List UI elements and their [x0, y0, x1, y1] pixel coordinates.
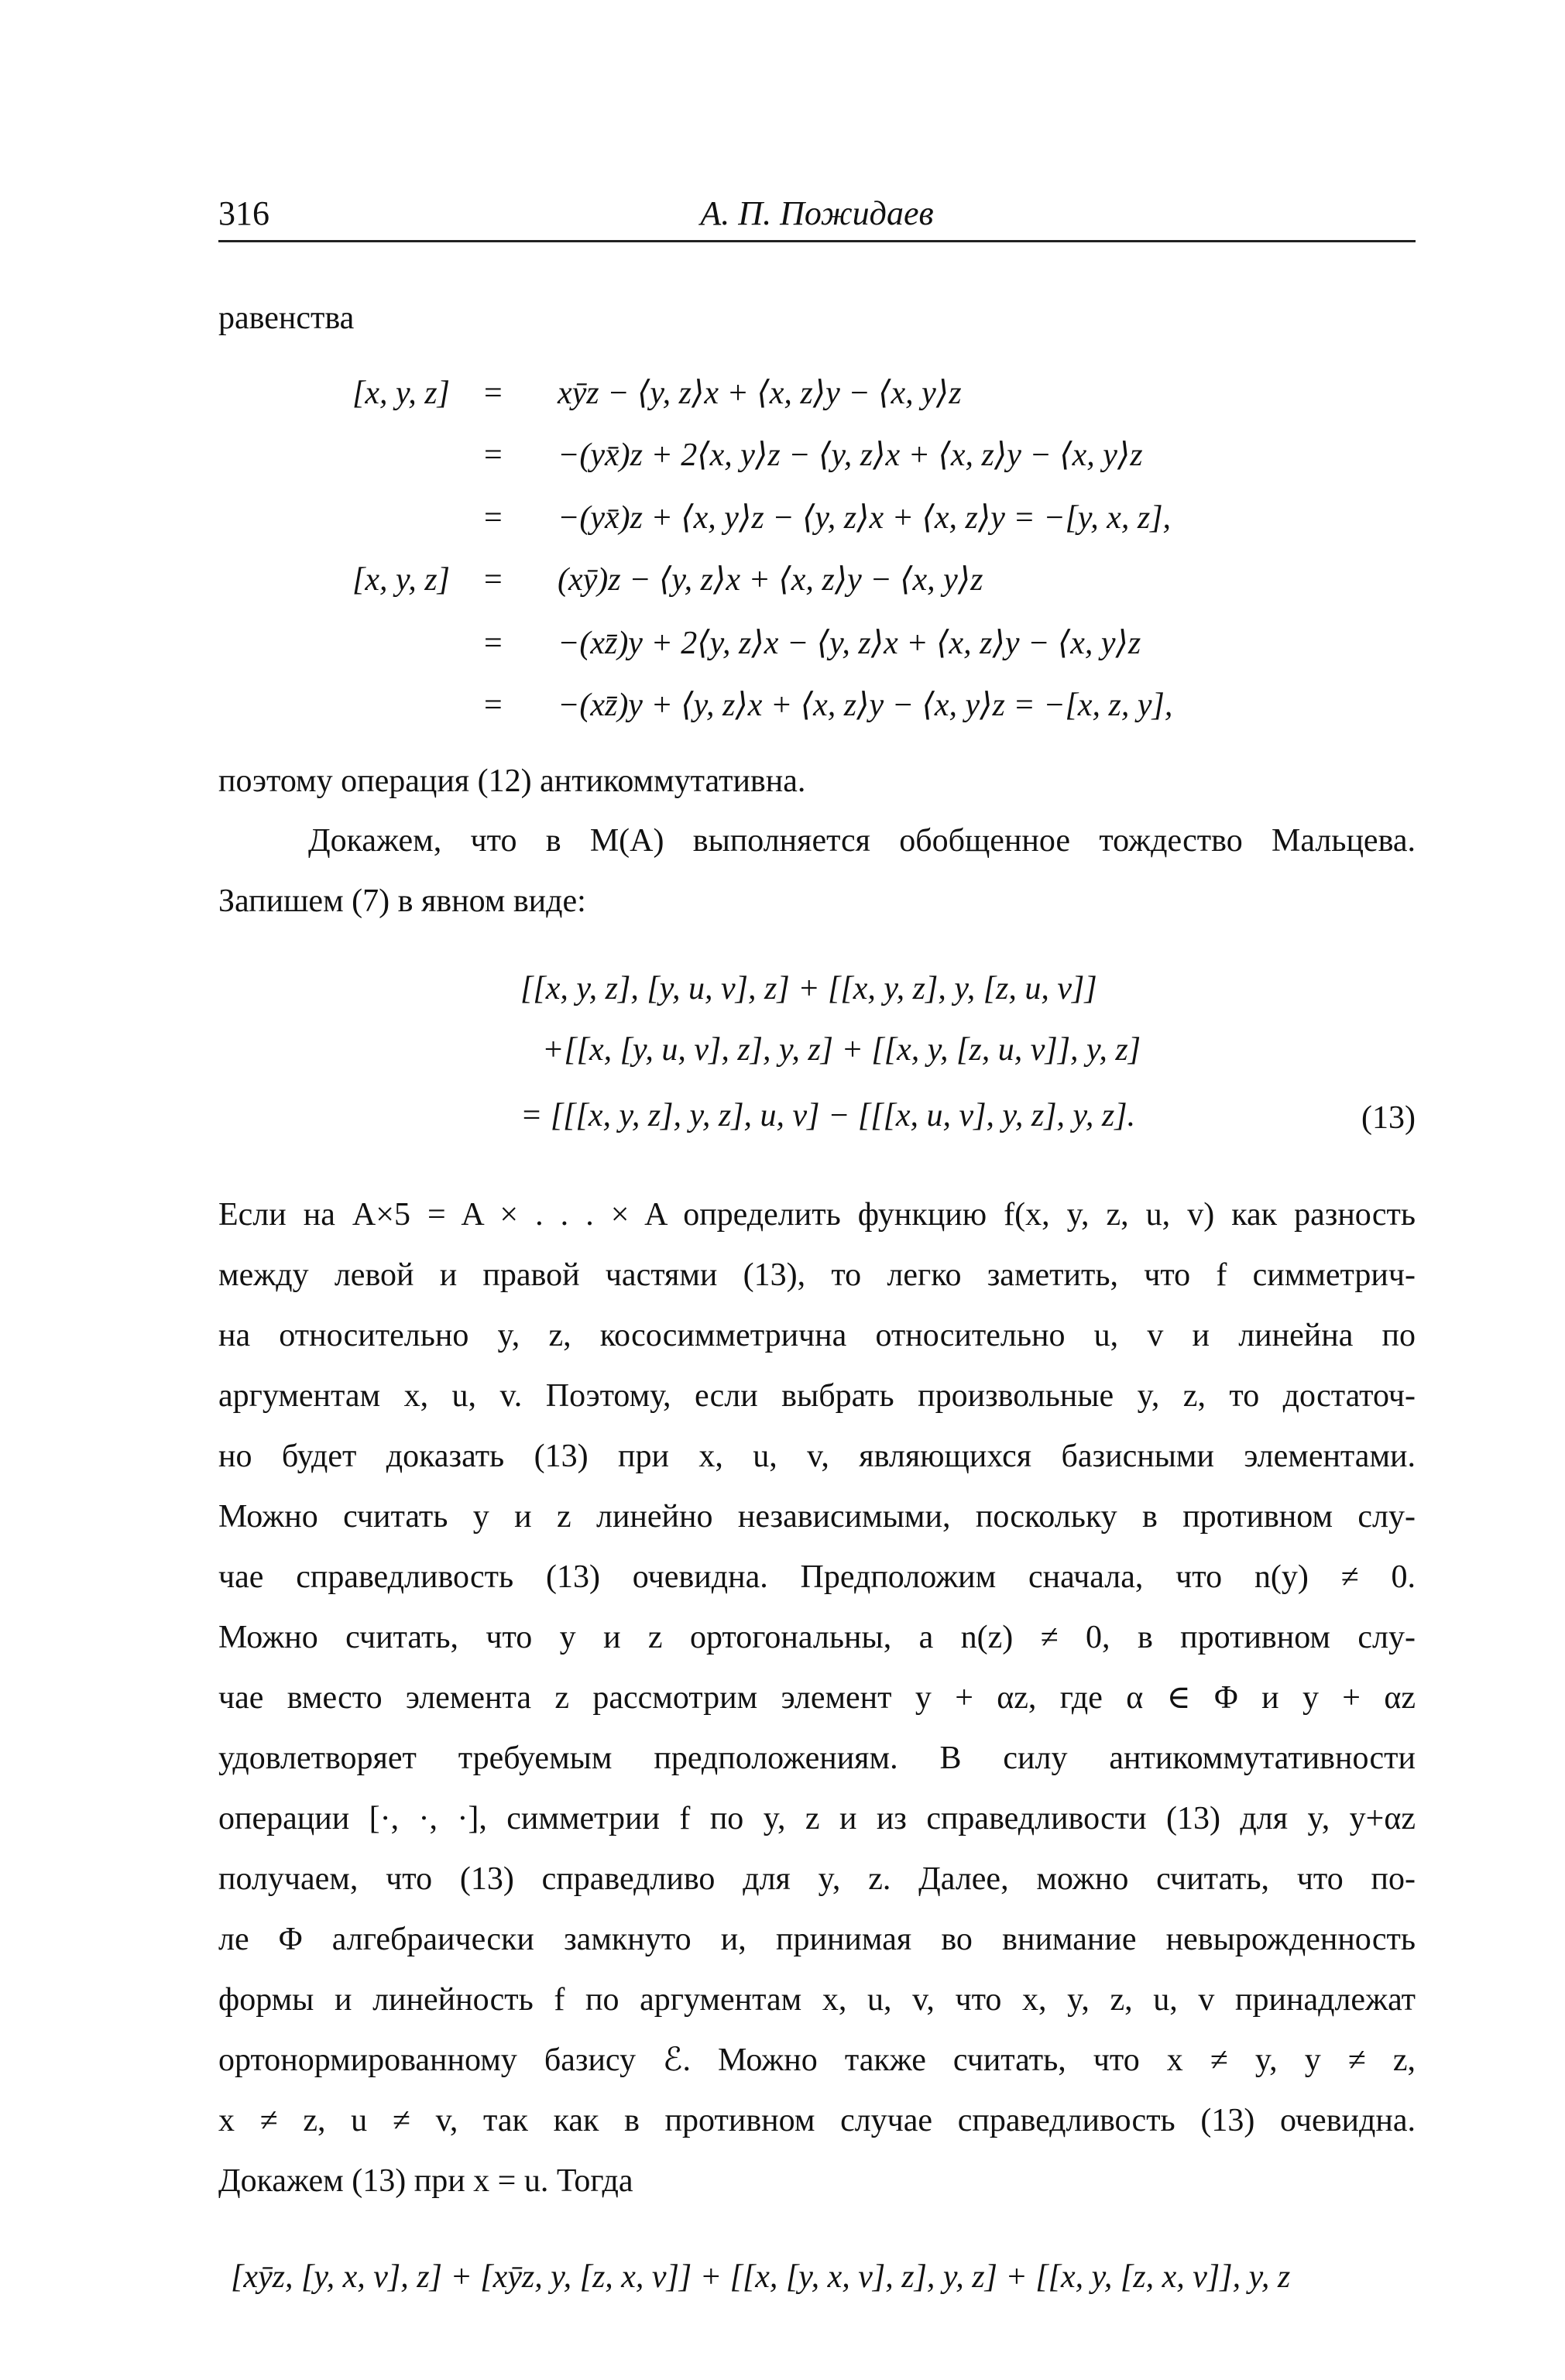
paragraph-line: Если на A×5 = A × . . . × A определить функцию f(x, y, z, u, v) как разность	[218, 1197, 1416, 1233]
equality-rhs: xȳz − ⟨y, z⟩x + ⟨x, z⟩y − ⟨x, y⟩z	[558, 376, 962, 411]
paragraph-line: аргументам x, u, v. Поэтому, если выбрать произвольные y, z, то достаточ-	[218, 1378, 1416, 1414]
paragraph-line: формы и линейность f по аргументам x, u, v, что x, y, z, u, v принадлежат	[218, 1982, 1416, 2018]
equality-rhs: −(xz̄)y + ⟨y, z⟩x + ⟨x, z⟩y − ⟨x, y⟩z = −[x, z, y],	[558, 688, 1173, 723]
page-header	[218, 186, 1416, 242]
paragraph-line: Докажем (13) при x = u. Тогда	[218, 2163, 633, 2199]
paragraph-line: Докажем, что в M(A) выполняется обобщенное тождество Мальцева.	[308, 823, 1416, 859]
equation-number: (13)	[1361, 1100, 1416, 1136]
intro-word: равенства	[218, 300, 355, 336]
after-block-text: поэтому операция (12) антикоммутативна.	[218, 763, 806, 799]
paragraph-line: на относительно y, z, кососимметрична относительно u, v и линейна по	[218, 1318, 1416, 1353]
paragraph-line: Можно считать y и z линейно независимыми, поскольку в противном слу-	[218, 1499, 1416, 1535]
paragraph-line: ортонормированному базису ℰ. Можно также считать, что x ≠ y, y ≠ z,	[218, 2042, 1416, 2078]
paragraph-line: Запишем (7) в явном виде:	[218, 883, 586, 919]
equality-sign: =	[484, 562, 503, 598]
page-number: 316	[218, 194, 269, 232]
paragraph-line: x ≠ z, u ≠ v, так как в противном случае справедливость (13) очевидна.	[218, 2103, 1416, 2138]
paragraph-line: чае справедливость (13) очевидна. Предположим сначала, что n(y) ≠ 0.	[218, 1559, 1416, 1595]
equality-sign: =	[484, 626, 503, 661]
equality-rhs: −(yx̄)z + 2⟨x, y⟩z − ⟨y, z⟩x + ⟨x, z⟩y − ⟨x, y⟩z	[558, 437, 1143, 473]
equality-rhs: −(yx̄)z + ⟨x, y⟩z − ⟨y, z⟩x + ⟨x, z⟩y = −[y, x, z],	[558, 500, 1172, 536]
equality-sign: =	[484, 500, 503, 536]
identity-13-line: +[[x, [y, u, v], z], y, z] + [[x, y, [z, u, v]], y, z]	[542, 1032, 1141, 1068]
equality-sign: =	[484, 376, 503, 411]
paragraph-line: операции [·, ·, ·], симметрии f по y, z и из справедливости (13) для y, y+αz	[218, 1801, 1416, 1836]
paragraph-line: удовлетворяет требуемым предположениям. В силу антикоммутативности	[218, 1740, 1416, 1776]
identity-13-line: [[x, y, z], [y, u, v], z] + [[x, y, z], y, [z, u, v]]	[520, 971, 1097, 1007]
equality-sign: =	[484, 688, 503, 723]
identity-13-line: = [[[x, y, z], y, z], u, v] − [[[x, u, v], y, z], y, z].	[520, 1098, 1136, 1133]
paragraph-line: чае вместо элемента z рассмотрим элемент y + αz, где α ∈ Φ и y + αz	[218, 1680, 1416, 1716]
running-title: А. П. Пожидаев	[700, 194, 934, 232]
equality-lhs: [x, y, z]	[352, 376, 450, 411]
paragraph-line: между левой и правой частями (13), то легко заметить, что f симметрич-	[218, 1257, 1416, 1293]
paragraph-line: Можно считать, что y и z ортогональны, а n(z) ≠ 0, в противном слу-	[218, 1620, 1416, 1655]
equality-rhs: −(xz̄)y + 2⟨y, z⟩x − ⟨y, z⟩x + ⟨x, z⟩y − ⟨x, y⟩z	[558, 626, 1141, 661]
equality-rhs: (xȳ)z − ⟨y, z⟩x + ⟨x, z⟩y − ⟨x, y⟩z	[558, 562, 983, 598]
equality-sign: =	[484, 437, 503, 473]
paragraph-line: но будет доказать (13) при x, u, v, являющихся базисными элементами.	[218, 1439, 1416, 1474]
final-formula: [xȳz, [y, x, v], z] + [xȳz, y, [z, x, v]] + [[x, [y, x, v], z], y, z] + [[x, y, [z, x, v]], y, z	[231, 2259, 1291, 2295]
equality-lhs: [x, y, z]	[352, 562, 450, 598]
paragraph-line: получаем, что (13) справедливо для y, z. Далее, можно считать, что по-	[218, 1861, 1416, 1897]
paragraph-line: ле Φ алгебраически замкнуто и, принимая во внимание невырожденность	[218, 1922, 1416, 1957]
